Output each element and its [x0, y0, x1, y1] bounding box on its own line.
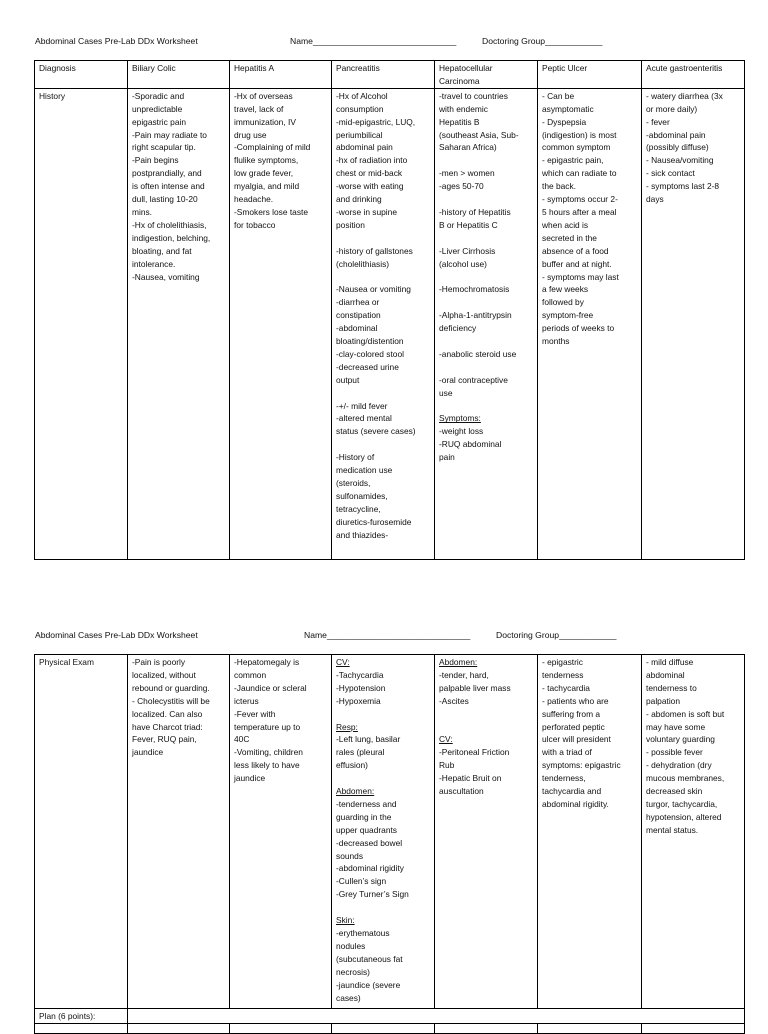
cell-line: voluntary guarding — [646, 734, 715, 745]
cell-line: -Vomiting, children — [234, 747, 303, 758]
cell-line: -Complaining of mild — [234, 142, 311, 153]
cell-line: -history of Hepatitis — [439, 206, 511, 217]
cell-line: myalgia, and mild — [234, 181, 300, 192]
cell-line: - fever — [646, 116, 670, 127]
next-row-cell — [435, 1023, 538, 1033]
cell-line: cases) — [336, 992, 361, 1003]
cell-line: position — [336, 219, 365, 230]
cell-line: palpable liver mass — [439, 682, 511, 693]
cell-line: -erythematous — [336, 927, 390, 938]
cell-line: - sick contact — [646, 168, 695, 179]
cell-line: bloating/distention — [336, 336, 404, 346]
exam-cell-hepatocellular-carcinoma — [435, 655, 538, 1009]
cell-line: symptoms: epigastric — [542, 760, 621, 771]
cell-line: -decreased urine — [336, 361, 399, 372]
history-row — [35, 88, 745, 559]
blank-line — [336, 270, 430, 283]
blank-line — [439, 361, 533, 374]
cell-line: -Peritoneal Friction — [439, 747, 510, 758]
cell-line: - symptoms may last — [542, 271, 619, 282]
cell-line: Skin: — [336, 915, 355, 926]
cell-line: (steroids, — [336, 477, 371, 488]
cell-line: when acid is — [542, 219, 589, 230]
cell-line: -Jaundice or scleral — [234, 682, 307, 693]
cell-line: sounds — [336, 850, 364, 861]
cell-line: mins. — [132, 206, 153, 217]
cell-line: -+/- mild fever — [336, 400, 388, 411]
cell-line: dull, lasting 10-20 — [132, 194, 198, 205]
history-cell-hepatocellular-carcinoma — [435, 88, 538, 559]
cell-line: is often intense and — [132, 181, 205, 192]
cell-line: -Hypoxemia — [336, 695, 381, 706]
cell-line: -hx of radiation into — [336, 155, 408, 166]
exam-cell-pancreatitis — [332, 655, 435, 1009]
cell-line: and thiazides- — [336, 529, 389, 540]
cell-line: effusion) — [336, 760, 368, 771]
cell-line: B or Hepatitis C — [439, 219, 498, 230]
blank-line — [439, 193, 533, 206]
blank-line — [439, 708, 533, 721]
cell-line: -Smokers lose taste — [234, 206, 309, 217]
cell-line: - Nausea/vomiting — [646, 155, 714, 166]
physical-exam-row — [35, 655, 745, 1009]
cell-line: abdominal — [646, 669, 685, 680]
cell-line: -Nausea, vomiting — [132, 271, 200, 282]
cell-line: hypotension, altered — [646, 811, 722, 822]
cell-line: -tenderness and — [336, 798, 397, 809]
cell-line: palpation — [646, 695, 680, 706]
cell-line: symptom-free — [542, 310, 594, 321]
plan-row — [35, 1009, 745, 1024]
cell-line: use — [439, 387, 453, 398]
cell-line: immunization, IV — [234, 116, 296, 127]
cell-line: tenderness to — [646, 682, 697, 693]
cell-line: icterus — [234, 695, 259, 706]
page1-header-title: Abdominal Cases Pre-Lab DDx Worksheet — [35, 36, 198, 46]
cell-line: -Hypotension — [336, 682, 386, 693]
cell-line: chest or mid-back — [336, 168, 403, 179]
cell-line: tenderness — [542, 669, 584, 680]
column-header-hepatitis-a: Hepatitis A — [230, 61, 332, 89]
cell-line: periumbilical — [336, 129, 383, 140]
blank-line — [336, 387, 430, 400]
cell-line: -Hx of Alcohol — [336, 90, 388, 101]
cell-line: for tobacco — [234, 219, 276, 230]
cell-line: postprandially, and — [132, 168, 202, 179]
blank-line — [336, 232, 430, 245]
cell-line: -Pain may radiate to — [132, 129, 207, 140]
cell-line: necrosis) — [336, 966, 370, 977]
cell-line: (southeast Asia, Sub- — [439, 129, 519, 140]
column-header-acute-gastroenteritis: Acute gastroenteritis — [642, 61, 745, 89]
cell-line: upper quadrants — [336, 824, 397, 835]
cell-line: Saharan Africa) — [439, 142, 497, 153]
cell-line: rebound or guarding. — [132, 682, 210, 693]
cell-line: -Hx of cholelithiasis, — [132, 219, 207, 230]
cell-line: -Cullen’s sign — [336, 876, 387, 887]
cell-line: -Left lung, basilar — [336, 734, 401, 745]
cell-line: have Charcot triad: — [132, 721, 203, 732]
cell-line: decreased skin — [646, 786, 703, 797]
cell-line: asymptomatic — [542, 103, 594, 114]
row-label-history: History — [35, 88, 128, 559]
column-header-biliary-colic: Biliary Colic — [128, 61, 230, 89]
cell-line: -worse with eating — [336, 181, 404, 192]
name-blank: ______________________________ — [326, 630, 471, 640]
cell-line: may have some — [646, 721, 706, 732]
cell-line: -weight loss — [439, 426, 484, 437]
cell-line: -ages 50-70 — [439, 181, 484, 192]
history-cell-peptic-ulcer — [538, 88, 642, 559]
cell-line: - Cholecystitis will be — [132, 695, 210, 706]
doctoring-group-blank: ____________ — [559, 630, 617, 640]
next-row-cell — [538, 1023, 642, 1033]
cell-line: localized. Can also — [132, 708, 203, 719]
cell-line: jaundice — [132, 747, 164, 758]
cell-line: mucous membranes, — [646, 773, 725, 784]
cell-line: Abdomen: — [439, 657, 478, 667]
cell-line: temperature up to — [234, 721, 301, 732]
cell-line: with a triad of — [542, 747, 592, 758]
blank-line — [439, 335, 533, 348]
cell-line: deficiency — [439, 323, 477, 334]
cell-line: a few weeks — [542, 284, 589, 295]
page2-doctoring-group-field[interactable] — [496, 630, 616, 640]
column-header-pancreatitis: Pancreatitis — [332, 61, 435, 89]
cell-line: -RUQ abdominal — [439, 439, 502, 450]
doctoring-group-label: Doctoring Group — [496, 630, 560, 640]
cell-line: less likely to have — [234, 760, 300, 771]
doctoring-group-label: Doctoring Group — [482, 36, 546, 46]
cell-line: -Nausea or vomiting — [336, 284, 411, 295]
next-row-label — [35, 1023, 128, 1033]
cell-line: abdominal pain — [336, 142, 393, 153]
cell-line: turgor, tachycardia, — [646, 798, 718, 809]
cell-line: periods of weeks to — [542, 323, 615, 334]
blank-line — [439, 270, 533, 283]
cell-line: consumption — [336, 103, 384, 114]
history-cell-hepatitis-a — [230, 88, 332, 559]
cell-line: - symptoms occur 2- — [542, 194, 618, 205]
next-row-cell — [332, 1023, 435, 1033]
cell-line: days — [646, 194, 664, 205]
cell-line: -Hepatomegaly is — [234, 657, 300, 667]
cell-line: epigastric pain — [132, 116, 187, 127]
cell-line: perforated peptic — [542, 721, 605, 732]
cell-line: intolerance. — [132, 258, 176, 269]
cell-line: absence of a food — [542, 245, 609, 256]
next-row-cell — [230, 1023, 332, 1033]
cell-line: -decreased bowel — [336, 837, 403, 848]
row-label-physical-exam: Physical Exam — [35, 655, 128, 1009]
exam-cell-hepatitis-a — [230, 655, 332, 1009]
cell-line: Resp: — [336, 721, 358, 732]
cell-line: rales (pleural — [336, 747, 385, 758]
cell-line: or more daily) — [646, 103, 698, 114]
cell-line: -mid-epigastric, LUQ, — [336, 116, 416, 127]
cell-line: -abdominal rigidity — [336, 863, 404, 874]
cell-line: -abdominal — [336, 323, 378, 334]
cell-line: right scapular tip. — [132, 142, 196, 153]
cell-line: CV: — [439, 734, 453, 745]
cell-line: (subcutaneous fat — [336, 953, 403, 964]
cell-line: -Hemochromatosis — [439, 284, 510, 295]
cell-line: low grade fever, — [234, 168, 294, 179]
cell-line: -Pain begins — [132, 155, 179, 166]
column-header-hepatocellular-carcinoma: Hepatocellular Carcinoma — [435, 61, 538, 89]
cell-line: ulcer will president — [542, 734, 611, 745]
cell-line: -Fever with — [234, 708, 276, 719]
cell-line: constipation — [336, 310, 381, 321]
exam-cell-peptic-ulcer — [538, 655, 642, 1009]
page1-name-field[interactable] — [290, 36, 456, 46]
cell-line: - epigastric — [542, 657, 583, 667]
next-row — [35, 1023, 745, 1033]
cell-line: with endemic — [439, 103, 488, 114]
blank-line — [439, 296, 533, 309]
cell-line: -abdominal pain — [646, 129, 706, 140]
cell-line: -tender, hard, — [439, 669, 489, 680]
cell-line: -diarrhea or — [336, 297, 380, 308]
next-row-cell — [128, 1023, 230, 1033]
cell-line: - possible fever — [646, 747, 703, 758]
cell-line: -Ascites — [439, 695, 469, 706]
cell-line: 5 hours after a meal — [542, 206, 617, 217]
cell-line: medication use — [336, 465, 393, 476]
row-label-plan: Plan (6 points): — [35, 1009, 128, 1024]
ddx-table-physical-exam — [34, 654, 745, 1034]
cell-line: abdominal rigidity. — [542, 798, 609, 809]
cell-line: -Pain is poorly — [132, 657, 186, 667]
cell-line: travel, lack of — [234, 103, 284, 114]
cell-line: pain — [439, 452, 455, 463]
blank-line — [439, 721, 533, 734]
cell-line: tetracycline, — [336, 503, 381, 514]
cell-line: - abdomen is soft but — [646, 708, 725, 719]
cell-line: -Sporadic and — [132, 90, 185, 101]
cell-line: sulfonamides, — [336, 490, 388, 501]
cell-line: headache. — [234, 194, 274, 205]
cell-line: buffer and at night. — [542, 258, 612, 269]
cell-line: guarding in the — [336, 811, 392, 822]
blank-line — [336, 438, 430, 451]
cell-line: suffering from a — [542, 708, 601, 719]
cell-line: - watery diarrhea (3x — [646, 90, 723, 101]
name-label: Name — [290, 36, 313, 46]
cell-line: tenderness, — [542, 773, 586, 784]
cell-line: common symptom — [542, 142, 611, 153]
cell-line: (possibly diffuse) — [646, 142, 709, 153]
name-label: Name — [304, 630, 327, 640]
doctoring-group-blank: ____________ — [545, 36, 603, 46]
cell-line: -clay-colored stool — [336, 348, 404, 359]
cell-line: - epigastric pain, — [542, 155, 604, 166]
cell-line: -History of — [336, 452, 375, 463]
cell-line: diuretics-furosemide — [336, 516, 412, 527]
cell-line: localized, without — [132, 669, 196, 680]
next-row-cell — [642, 1023, 745, 1033]
blank-line — [439, 399, 533, 412]
cell-line: unpredictable — [132, 103, 183, 114]
cell-line: Symptoms: — [439, 413, 481, 424]
cell-line: the back. — [542, 181, 576, 192]
cell-line: -Hepatic Bruit on — [439, 773, 502, 784]
cell-line: (alcohol use) — [439, 258, 487, 269]
cell-line: tachycardia and — [542, 786, 602, 797]
cell-line: - patients who are — [542, 695, 609, 706]
cell-line: CV: — [336, 657, 350, 667]
cell-line: followed by — [542, 297, 584, 308]
cell-line: - Dyspepsia — [542, 116, 587, 127]
blank-line — [336, 708, 430, 721]
exam-cell-biliary-colic — [128, 655, 230, 1009]
cell-line: common — [234, 669, 267, 680]
blank-line — [439, 232, 533, 245]
history-cell-biliary-colic — [128, 88, 230, 559]
cell-line: Fever, RUQ pain, — [132, 734, 197, 745]
cell-line: -Tachycardia — [336, 669, 384, 680]
page2-header-title: Abdominal Cases Pre-Lab DDx Worksheet — [35, 630, 198, 640]
cell-line: -oral contraceptive — [439, 374, 508, 385]
cell-line: - tachycardia — [542, 682, 590, 693]
cell-line: -anabolic steroid use — [439, 348, 517, 359]
cell-line: 40C — [234, 734, 250, 745]
cell-line: which can radiate to — [542, 168, 617, 179]
cell-line: -jaundice (severe — [336, 979, 401, 990]
cell-line: - Can be — [542, 90, 575, 101]
cell-line: -Grey Turner’s Sign — [336, 889, 409, 900]
cell-line: bloating, and fat — [132, 245, 192, 256]
header-row — [35, 61, 745, 89]
cell-line: flulike symptoms, — [234, 155, 299, 166]
cell-line: and drinking — [336, 194, 382, 205]
plan-answer-cell[interactable] — [128, 1009, 745, 1024]
cell-line: (indigestion) is most — [542, 129, 617, 140]
cell-line: mental status. — [646, 824, 699, 835]
cell-line: (cholelithiasis) — [336, 258, 390, 269]
cell-line: -Liver Cirrhosis — [439, 245, 496, 256]
cell-line: -Alpha-1-antitrypsin — [439, 310, 512, 321]
cell-line: - dehydration (dry — [646, 760, 712, 771]
page2-name-field[interactable] — [304, 630, 470, 640]
cell-line: Rub — [439, 760, 455, 771]
cell-line: auscultation — [439, 786, 484, 797]
cell-line: -men > women — [439, 168, 495, 179]
exam-cell-acute-gastroenteritis — [642, 655, 745, 1009]
column-header-peptic-ulcer: Peptic Ulcer — [538, 61, 642, 89]
history-cell-pancreatitis — [332, 88, 435, 559]
cell-line: drug use — [234, 129, 267, 140]
cell-line: -altered mental — [336, 413, 392, 424]
cell-line: secreted in the — [542, 232, 597, 243]
cell-line: jaundice — [234, 773, 266, 784]
cell-line: -Hx of overseas — [234, 90, 293, 101]
column-header-diagnosis: Diagnosis — [35, 61, 128, 89]
cell-line: status (severe cases) — [336, 426, 416, 437]
cell-line: indigestion, belching, — [132, 232, 211, 243]
cell-line: Abdomen: — [336, 786, 375, 797]
cell-line: -travel to countries — [439, 90, 508, 101]
cell-line: output — [336, 374, 360, 385]
cell-line: Hepatitis B — [439, 116, 480, 127]
name-blank: ______________________________ — [312, 36, 457, 46]
ddx-table-history — [34, 60, 745, 560]
blank-line — [336, 772, 430, 785]
cell-line: nodules — [336, 940, 366, 951]
cell-line: - mild diffuse — [646, 657, 694, 667]
cell-line: months — [542, 336, 570, 347]
history-cell-acute-gastroenteritis — [642, 88, 745, 559]
cell-line: - symptoms last 2-8 — [646, 181, 720, 192]
cell-line: -worse in supine — [336, 206, 397, 217]
blank-line — [439, 154, 533, 167]
page1-doctoring-group-field[interactable] — [482, 36, 602, 46]
cell-line: -history of gallstones — [336, 245, 413, 256]
blank-line — [336, 901, 430, 914]
